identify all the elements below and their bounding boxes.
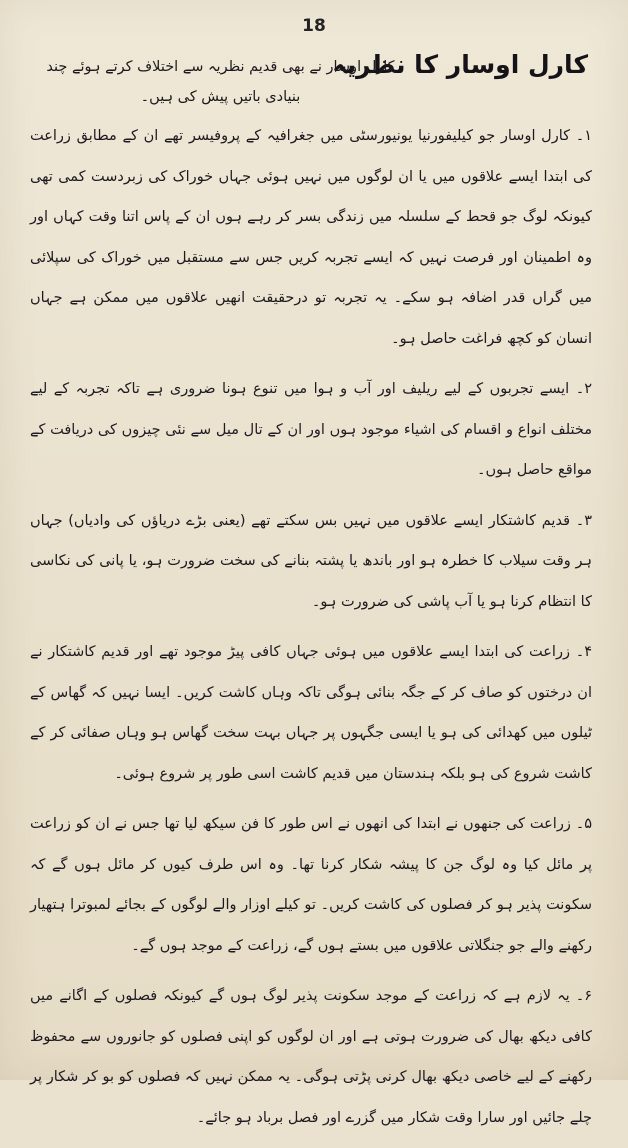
paragraph-5: ۵۔ زراعت کی جنھوں نے ابتدا کی انھوں نے اس طور کا فن سیکھ لیا تھا جس نے ان کو زراعت پر مائل کیا وہ لوگ جن کا پیشہ شکار کرنا تھا۔ وہ اس طرف کیوں کر مائل ہوں گے کہ سکونت پذیر ہو کر فصلوں کی کاشت کریں۔ تو کیلے اوزار والے لوگوں کے بجائے لمبوترا ہتھیار رکھنے والے جو جنگلاتی علاقوں میں بستے ہوں گے، زراعت کے موجد ہوں گے۔	[30, 816, 592, 954]
paragraph-4: ۴۔ زراعت کی ابتدا ایسے علاقوں میں ہوئی جہاں کافی پیڑ موجود تھے اور قدیم کاشتکار نے ان درختوں کو صاف کر کے جگہ بنائی ہوگی تاکہ وہاں کاشت کریں۔ ایسا نہیں کہ گھاس کے ٹیلوں میں کھدائی کی ہو یا ایسی جگہوں پر جہاں بہت سخت گھاس ہو وہاں صفائی کر کے کاشت شروع کی ہو بلکہ ہندستان میں قدیم کاشت اسی طور پر شروع ہوئی۔	[30, 644, 592, 782]
body-text	[30, 116, 592, 1148]
paragraph-6: ۶۔ یہ لازم ہے کہ زراعت کے موجد سکونت پذیر لوگ ہوں گے کیونکہ فصلوں کے اگانے میں کافی دیکھ بھال کی ضرورت ہوتی ہے اور ان لوگوں کو اپنی فصلوں کو جانوروں سے محفوظ رکھنے کے لیے خاصی دیکھ بھال کرنی پڑتی ہوگی۔ یہ ممکن نہیں کہ فصلوں کو بو کر شکار پر چلے جائیں اور سارا وقت شکار میں گزرے اور فصل برباد ہو جائے۔	[30, 988, 592, 1126]
intro-text: کارل اوسار نے بھی قدیم نظریہ سے اختلاف کرتے ہوئے چند بنیادی باتیں پیش کی ہیں۔	[46, 59, 395, 105]
page-title: کارل اوسار کا نظریہ	[332, 50, 588, 79]
page-number: 18	[302, 16, 326, 36]
paragraph-1: ۱۔ کارل اوسار جو کیلیفورنیا یونیورسٹی میں جغرافیہ کے پروفیسر تھے ان کے مطابق زراعت کی ابتدا ایسے علاقوں میں یا ان لوگوں میں نہیں ہوئی جہاں خوراک کی زبردست کمی تھی کیونکہ لوگ جو قحط کے سلسلہ میں زندگی بسر کر رہے ہوں ان کے پاس اتنا وقت کہاں اور وہ اطمینان اور فرصت نہیں کہ ایسے تجربہ کریں جس سے مستقبل میں خوراک کی سپلائی میں گراں قدر اضافہ ہو سکے۔ یہ تجربہ تو درحقیقت انھیں علاقوں میں ممکن ہے جہاں انسان کو کچھ فراغت حاصل ہو۔	[30, 128, 592, 347]
paragraph-2: ۲۔ ایسے تجربوں کے لیے ریلیف اور آب و ہوا میں تنوع ہونا ضروری ہے تاکہ تجربہ کے لیے مختلف انواع و اقسام کی اشیاء موجود ہوں اور ان کے تال میل سے نئی چیزوں کی دریافت کے مواقع حاصل ہوں۔	[30, 381, 592, 478]
section-header	[28, 48, 588, 108]
paragraph-3: ۳۔ قدیم کاشتکار ایسے علاقوں میں نہیں بس سکتے تھے (یعنی بڑے دریاؤں کی وادیاں) جہاں ہر وقت سیلاب کا خطرہ ہو اور باندھ یا پشتہ بنانے کی سخت ضرورت ہو، یا پانی کی نکاسی کا انتظام کرنا ہو یا آب پاشی کی ضرورت ہو۔	[30, 512, 592, 610]
